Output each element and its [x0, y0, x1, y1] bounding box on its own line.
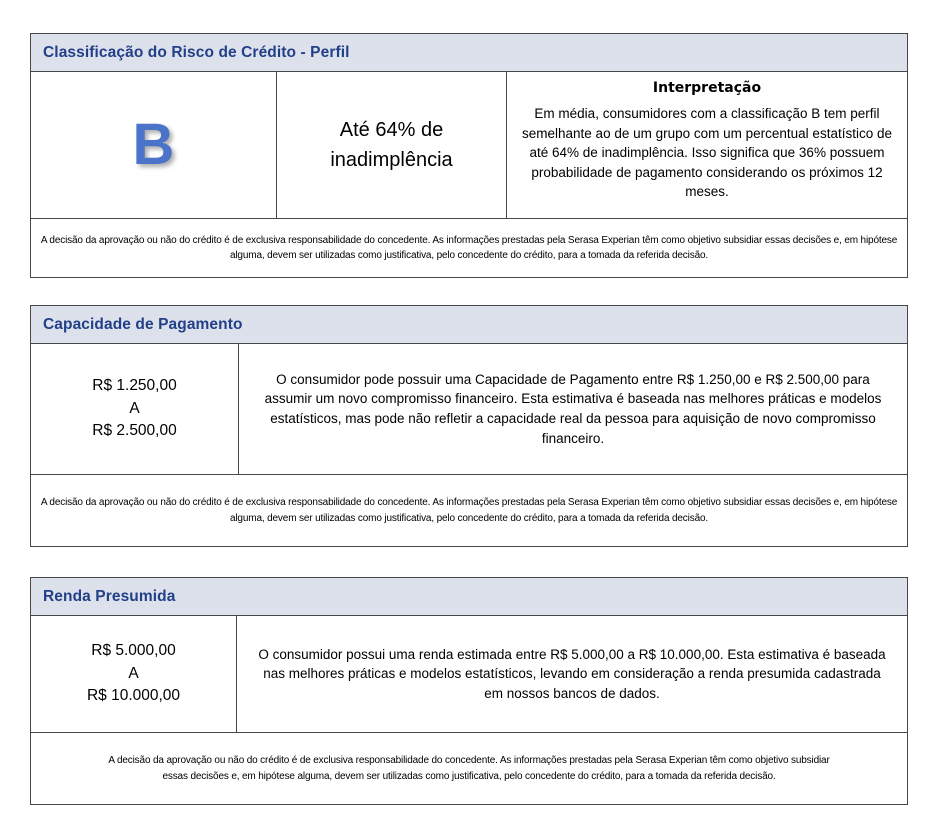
income-section-title: Renda Presumida [43, 588, 176, 605]
capacity-description: O consumidor pode possuir uma Capacidade de Pagamento entre R$ 1.250,00 e R$ 2.500,00 para assumir um novo compromisso financeiro. Esta estimativa é baseada nas melhores práticas e modelos estatísticos, mas pode não refletir a capacidade real da pessoa para aquisição de novo compromisso financeiro. [264, 371, 882, 446]
capacity-content-row [31, 344, 907, 475]
income-range [87, 640, 180, 707]
risk-rate-text: Até 64% de inadimplência [330, 119, 453, 171]
income-range-connector: A [128, 664, 139, 682]
capacity-range-cell [31, 344, 238, 474]
capacity-description-cell [238, 344, 907, 474]
risk-interpretation-cell [506, 72, 907, 218]
section-presumed-income [30, 577, 908, 805]
risk-section-header [31, 34, 907, 72]
interpretation-title: Interpretação [652, 80, 762, 96]
capacity-section-title: Capacidade de Pagamento [43, 316, 243, 333]
capacity-section-header [31, 306, 907, 344]
risk-grade-cell [31, 72, 276, 218]
capacity-range-connector: A [129, 399, 140, 417]
risk-grade-letter: B [132, 112, 175, 177]
risk-section-title: Classificação do Risco de Crédito - Perfil [43, 44, 350, 61]
capacity-range-max: R$ 2.500,00 [92, 422, 177, 440]
risk-rate-cell [276, 72, 506, 218]
risk-content-row [31, 72, 907, 219]
risk-disclaimer: A decisão da aprovação ou não do crédito é de exclusiva responsabilidade do concedente. As informações prestadas pela Serasa Experian têm como objetivo subsidiar essas decisões e, em hipótese alguma, devem ser utilizadas como justificativa, pelo concedente do crédito, para a tomada da referida decisão. [40, 234, 898, 261]
income-description: O consumidor possui uma renda estimada entre R$ 5.000,00 a R$ 10.000,00. Esta estimativa é baseada nas melhores práticas e modelos estatísticos, levando em consideração a renda presumida cadastrada em nossos bancos de dados. [258, 646, 886, 701]
section-payment-capacity [30, 305, 908, 547]
income-range-min: R$ 5.000,00 [91, 642, 176, 660]
income-description-cell [236, 616, 907, 732]
capacity-disclaimer: A decisão da aprovação ou não do crédito é de exclusiva responsabilidade do concedente. As informações prestadas pela Serasa Experian têm como objetivo subsidiar essas decisões e, em hipótese alguma, devem ser utilizadas como justificativa, pelo concedente do crédito, para a tomada da referida decisão. [40, 497, 898, 524]
income-range-max: R$ 10.000,00 [86, 687, 181, 705]
capacity-range-min: R$ 1.250,00 [92, 377, 177, 395]
income-range-cell [31, 616, 236, 732]
income-content-row [31, 616, 907, 733]
section-risk-classification [30, 33, 908, 278]
income-section-header [31, 578, 907, 616]
capacity-range [92, 375, 176, 442]
interpretation-body: Em média, consumidores com a classificação B tem perfil semelhante ao de um grupo com um percentual estatístico de até 64% de inadimplência. Isso significa que 36% possuem probabilidade de pagamento considerando os próximos 12 meses. [522, 106, 892, 200]
income-disclaimer: A decisão da aprovação ou não do crédito é de exclusiva responsabilidade do concedente. As informações prestadas pela Serasa Experian têm como objetivo subsidiar essas decisões e, em hipótese alguma, devem ser utilizadas como justificativa, pelo concedente do crédito, para a tomada da referida decisão. [108, 755, 830, 782]
